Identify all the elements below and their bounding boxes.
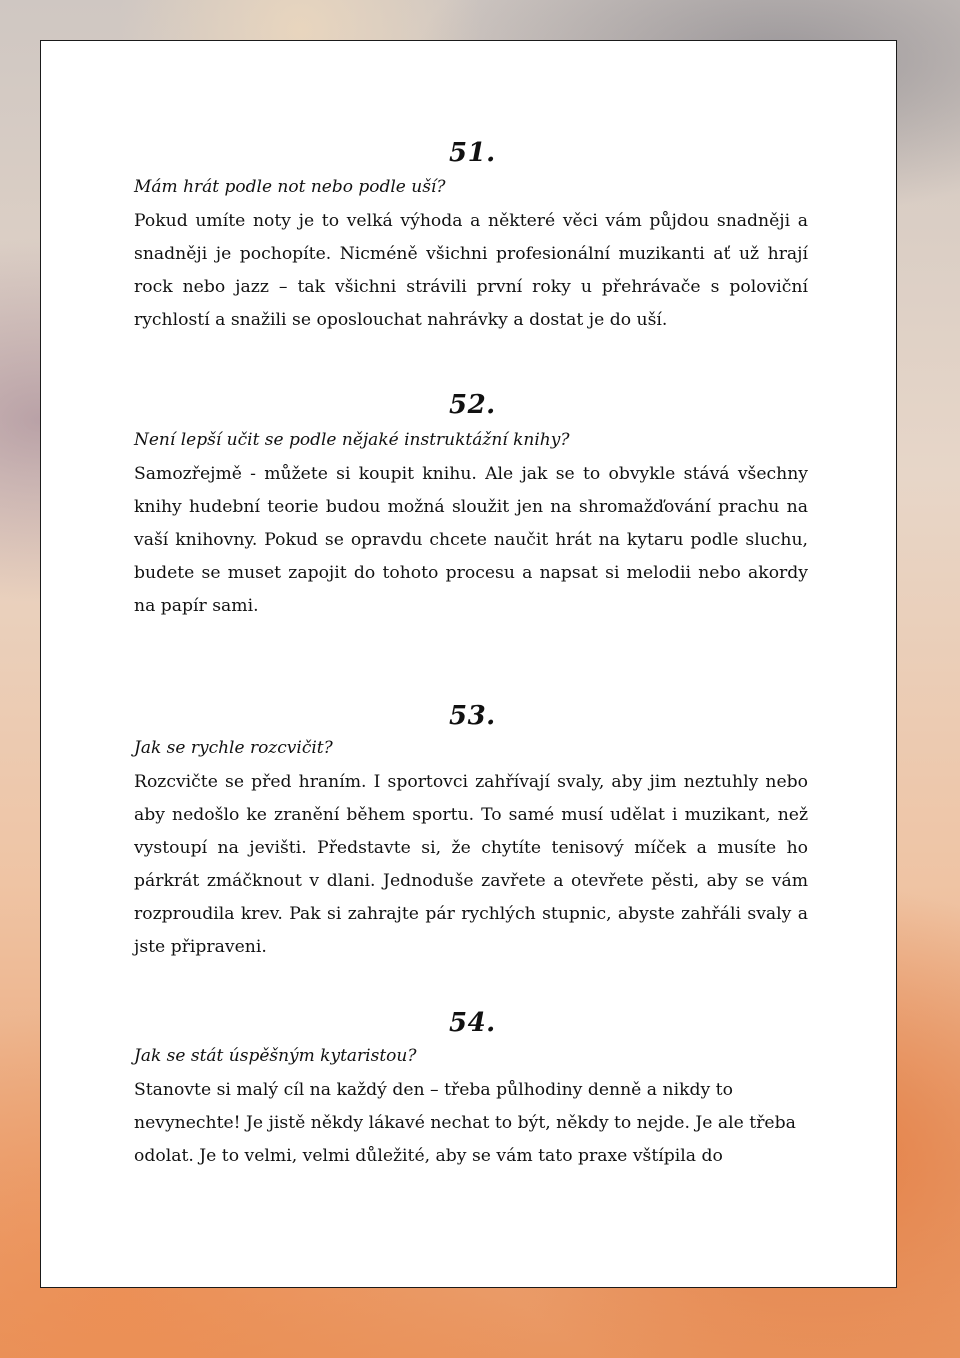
- section-answer: Pokud umíte noty je to velká výhoda a některé věci vám půjdou snadněji a snadněji je pochopíte. Nicméně všichni profesionální muzikanti ať už hrají rock nebo jazz – tak všichni strávili první roky u přehrávače s poloviční rychlostí a snažili se oposlouchat nahrávky a dostat je do uší.: [134, 211, 808, 330]
- section-number: 52.: [449, 390, 496, 420]
- section-number: 51.: [449, 138, 496, 168]
- section-question: Není lepší učit se podle nějaké instruktážní knihy?: [134, 430, 570, 450]
- section-question: Jak se stát úspěšným kytaristou?: [134, 1046, 417, 1066]
- section-question: Jak se rychle rozcvičit?: [134, 738, 333, 758]
- section-answer: Rozcvičte se před hraním. I sportovci zahřívají svaly, aby jim neztuhly nebo aby nedošlo ke zranění během sportu. To samé musí udělat i muzikant, než vystoupí na jevišti. Představte si, že chytíte tenisový míček a musíte ho párkrát zmáčknout v dlani. Jednoduše zavřete a otevřete pěsti, aby se vám rozproudila krev. Pak si zahrajte pár rychlých stupnic, abyste zahřáli svaly a jste připraveni.: [134, 772, 808, 957]
- section-answer: Stanovte si malý cíl na každý den – třeba půlhodiny denně a nikdy to nevynechte! Je jistě někdy lákavé nechat to být, někdy to nejde. Je ale třeba odolat. Je to velmi, velmi důležité, aby se vám tato praxe vštípila do: [134, 1080, 796, 1166]
- section-answer: Samozřejmě - můžete si koupit knihu. Ale jak se to obvykle stává všechny knihy hudební teorie budou možná sloužit jen na shromažďování prachu na vaší knihovny. Pokud se opravdu chcete naučit hrát na kytaru podle sluchu, budete se muset zapojit do tohoto procesu a napsat si melodii nebo akordy na papír sami.: [134, 464, 808, 616]
- section-question: Mám hrát podle not nebo podle uší?: [134, 177, 446, 197]
- section-number: 53.: [449, 701, 496, 731]
- section-number: 54.: [449, 1008, 496, 1038]
